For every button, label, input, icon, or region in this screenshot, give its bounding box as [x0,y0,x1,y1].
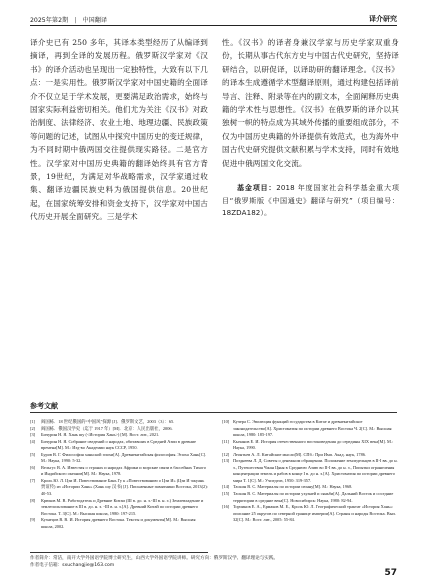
reference-text: Кузнецов В. В. И. История древнего Востока. Тексты и документы[M]. М.: Высшая школа, 2002. [41,517,196,529]
reference-item [222,491,399,504]
reference-item [30,517,208,530]
reference-text: Вельгус В. А. Известия о странах и народах Африки и морские связи в бассейнах Тихого и Индийского океанов[M]. М.: Наука, 1978. [41,464,207,477]
references-title: 参考文献 [30,402,58,410]
header-rule [30,25,397,26]
reference-text: Таскин В. С. Материалы по истории ухуаней и сяньби[A]. Дальний Восток и соседние территории в средние века[C]. Новосибирск: Наука, 1980: 82-94. [233,491,394,503]
reference-number: [5] [30,451,36,457]
reference-number: [13] [222,458,230,464]
reference-item [222,419,399,439]
body-column-right [222,36,399,220]
reference-item [30,498,208,518]
section-label: 译介研究 [369,15,397,23]
header-left: 2025年第2期 | 中国翻译 [30,17,108,24]
reference-number: [14] [222,484,230,490]
reference-number: [2] [30,425,36,431]
reference-item [222,504,399,524]
journal-name: 中国翻译 [82,17,108,24]
reference-number: [7] [30,477,36,483]
author-bio: 作者简介：常洁，南开大学外国语学院博士研究生，山西大学外国语学院讲师。研究方向：俄罗斯汉学、翻译理论与实践。 [30,556,279,561]
footnote-rule [30,552,208,553]
reference-item [30,439,208,452]
reference-text: Торчинов Е. А., Ермаков М. Е., Кроль Ю. Л. Географический трактат «История Хань»: описание 25 округов по северной границе империи[A]. Страны и народы Востока. Вып. 32[C]. М.: Вост. лит., 2005: 55-84. [233,504,396,523]
reference-number: [1] [30,419,36,424]
reference-text: Кроль Ю. Л. Цзи И. Повествование Бань Гу к «Повествованию о Цзи И» (Цзи И чжуань 贾谊传) из «Истории Хань» (Хань шу 汉书) [J]. Письменные памятники Востока, 2013(2): 40-53. [41,477,208,497]
reference-text: Бичурин Н. Я. Хань шу (<История Хань>) [M]. Вост. лит., 2021. [41,432,160,438]
reference-number: [10] [222,419,230,424]
reference-number: [3] [30,432,36,438]
reference-item [222,439,399,452]
funding-label: 基金项目： [237,183,277,193]
funding-note [222,182,399,220]
references-rule [30,412,397,413]
reference-text: Кучера С. Эволюция функций государства в Китае и древнекитайское законодательство[A]. Христоматия по истории древнего Востока Ч. 2[C]. М.: Высшая школа, 1980: 185-197. [233,419,392,438]
reference-item [30,452,208,465]
reference-text: Кычанов Е. И. История отечественного востоковедения до середины XIX века[M]. М.: Наука, 1990. [233,438,394,451]
page-number: 57 [384,568,397,578]
reference-item [30,465,208,478]
paragraph: 性。《汉书》的译者身兼汉学家与历史学家双重身份，长期从事古代东方史与中国古代史研究，坚持译研结合，以研促译，以译助研的翻译理念。《汉书》的译本生成遵循学术型翻译原则，通过构建包括译前导言、注释、附录等在内的副文本，全面阐释历史典籍的学术性与思想性。《汉书》在俄罗斯的译介以其独树一帜的特点成为其域外传播的重要组成部分，不仅为中国历史典籍的外译提供有效范式，也为海外中国古代史研究提供文献积累与学术支持，同时有效地促进中俄两国文化交流。 [222,38,399,168]
reference-item [222,458,399,484]
reference-number: [9] [30,517,36,523]
reference-text: Буров В. Г. Философия ханьской эпохи[A]. Древнекитайская философия. Эпоха Хань[C]. М.: Наука, 1990: 5-32. [41,451,207,464]
issue-label: 2025年第2期 [30,17,69,24]
reference-number: [15] [222,491,230,497]
references-column-right [222,419,399,524]
paragraph: 译介史已有 250 多年，其译本类型经历了从编译到摘译，再到全译的发展历程。俄罗斯汉学家对《汉书》的译介活动也呈现出一定独特性，大致有以下几点：一是实用性。俄罗斯汉学家对中国史籍的全面译介不仅立足于学术发展，更要满足政治需求，始终与国家实际利益密切相关。他们尤为关注《汉书》对政治制度、法律经济、农业土地、地理边疆、民族政策等问题的记述，试图从中探究中国历史的变迁规律，为不同时期中俄两国交往提供现实路径。二是官方性。汉学家对中国历史典籍的翻译始终具有官方背景，19世纪，为满足对华战略需求，汉学家通过收集、翻译边疆民族史料为俄国提供信息。20世纪起，在国家统筹安排和资金支持下，汉学家对中国古代历史开展全面研究。三是学术 [30,38,208,222]
footnote [30,555,400,569]
reference-text: Позднеева Л. Д. Советы о денежном обращении. Положение земледельцев в II-I вв. до н. э., Путешествия Чжан Цяня в Среднюю Азию во II-I вв. до н. э., Попытки ограничения концентрации земель и рабов в конце I в. до н. э.[A]. Христоматия по истории древнего мира Т. 1[C]. М.: Учпедгиз, 1950: 319-357. [233,458,398,483]
reference-text: Таскин В. С. Материалы по истории сюнну[M]. М.: Наука, 1968. [233,484,353,490]
reference-text: Крюков М. В. Работодатель и Древние Китаи (III в. до. н. э.-III в. н. э.) Землевладение и землепользование в III в. до. н. э. -III в. н. э.[A]. Древний Китай по истории древнего Востока. Т. 3[C]. М.: Высшая школа, 1980: 197-215. [41,497,204,516]
reference-number: [8] [30,497,36,503]
reference-number: [6] [30,464,36,470]
reference-item [30,478,208,498]
reference-number: [16] [222,504,230,510]
body-column-left [30,36,208,224]
reference-text: 阎国栋．俄国汉学史（迄于 1917 年）[M]．北京：人民出版社，2006. [41,425,173,431]
running-header [0,0,427,28]
funding-text: 2018 年度国家社会科学基金重大项目“俄罗斯版《中国通史》翻译与研究”（项目编号：18ZDA182）。 [222,183,400,218]
reference-number: [12] [222,451,230,457]
reference-number: [11] [222,438,230,444]
reference-number: [4] [30,438,36,444]
reference-text: 阎国栋．18 世纪俄国的“中国风”探源 [J]．俄罗斯文艺，2003（3）：65. [41,419,175,424]
reference-text: Леонтьев А. Л. Китайские мысли[M]. СПб.: При Имп. Акад. наук, 1786. [233,451,367,457]
author-email: 作者电子信箱：sxuchangjie@163.com [30,563,115,568]
references-column-left [30,419,208,530]
reference-text: Бичурин Н. Я. Собрание сведений о народах, обитавших в Средней Азии в древние времена[M]. М.: Изд-во Академии наук СССР, 1950. [41,438,196,451]
